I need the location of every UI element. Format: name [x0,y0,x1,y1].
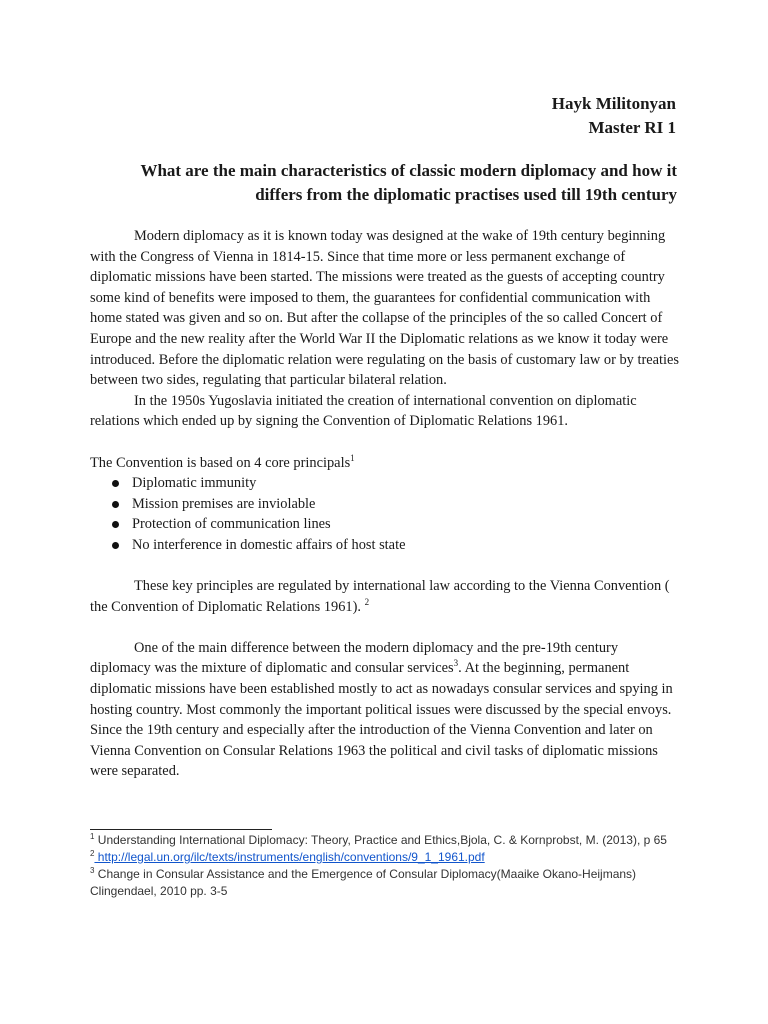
footnote-link[interactable]: http://legal.un.org/ilc/texts/instruments/english/conventions/9_1_1961.pdf [94,850,485,864]
footnote-1 [90,832,680,849]
list-item [90,535,680,556]
author-name: Hayk Militonyan [551,94,676,113]
footnote-3 [90,866,680,900]
bullet-icon [112,501,119,508]
footnote-ref-1[interactable]: 1 [350,452,355,463]
footnote-number: 1 [90,832,95,841]
title-line-1: What are the main characteristics of classic modern diplomacy and how it [140,161,677,180]
title-line-2: differs from the diplomatic practises used till 19th century [255,185,677,204]
list-item-text: No interference in domestic affairs of host state [132,536,406,553]
principles-list [90,473,680,555]
list-item-text: Protection of communication lines [132,516,331,533]
bullet-icon [112,521,119,528]
paragraph-4 [90,638,680,782]
footnote-divider [90,829,272,830]
convention-intro-text: The Convention is based on 4 core principals [90,454,351,471]
paragraph-1: Modern diplomacy as it is known today was designed at the wake of 19th century beginning with the Congress of Vienna in 1814-15. Since that time more or less permanent exchange of diplomatic missions have been started. The missions were treated as the guests of accepting country some kind of benefits were imposed to them, the guarantees for confidential communication with home stated was given and so on. But after the collapse of the principles of the so called Concert of Europe and the new reality after the World War II the Diplomatic relations as we know it today were introduced. Before the diplomatic relation were regulating on the basis of customary law or by treaties between two sides, regulating that particular bilateral relation. [90,228,680,389]
paragraph-2: In the 1950s Yugoslavia initiated the creation of international convention on diplomatic relations which ended up by signing the Convention of Diplomatic Relations 1961. [90,392,637,430]
list-item-text: Diplomatic immunity [132,475,257,492]
bullet-icon [112,542,119,549]
list-item [90,473,680,494]
footnote-ref-3[interactable]: 3 [453,658,459,669]
paragraph-3-text: These key principles are regulated by international law according to the Vienna Convention ( the Convention of Diplomatic Relations 1961). [90,578,670,615]
paragraph-4-text-a: One of the main difference between the modern diplomacy and the pre-19th century diplomacy was the mixture of diplomatic and consular services [90,639,619,677]
essay-title [77,159,677,207]
footnote-number: 2 [90,849,95,858]
list-item-text: Mission premises are inviolable [132,495,316,512]
list-item [90,494,680,515]
footnote-text: Change in Consular Assistance and the Emergence of Consular Diplomacy(Maaike Okano-Heijmans) Clingendael, 2010 pp. 3-5 [90,867,637,898]
paragraph-4-text-b: . At the beginning, permanent diplomatic missions have been established mostly to act as nowadays consular services and spying in hosting country. Most commonly the important political issues were discussed by the special envoys. Since the 19th century and especially after the introduction of the Vienna Convention and later on Vienna Convention on Consular Relations 1963 the political and civil tasks of diplomatic missions were separated. [90,660,673,780]
footnote-ref-2[interactable]: 2 [364,596,370,607]
author-block [552,92,676,140]
footnote-text: Understanding International Diplomacy: Theory, Practice and Ethics,Bjola, C. & Kornprobst, M. (2013), p 65 [94,833,667,847]
paragraph-3 [90,576,680,617]
program-label: Master RI 1 [588,118,676,137]
footnote-2 [90,849,680,866]
footnotes [90,832,680,900]
bullet-icon [112,480,119,487]
essay-body [90,226,680,782]
list-item [90,514,680,535]
footnote-number: 3 [90,866,95,875]
convention-intro [90,453,680,474]
